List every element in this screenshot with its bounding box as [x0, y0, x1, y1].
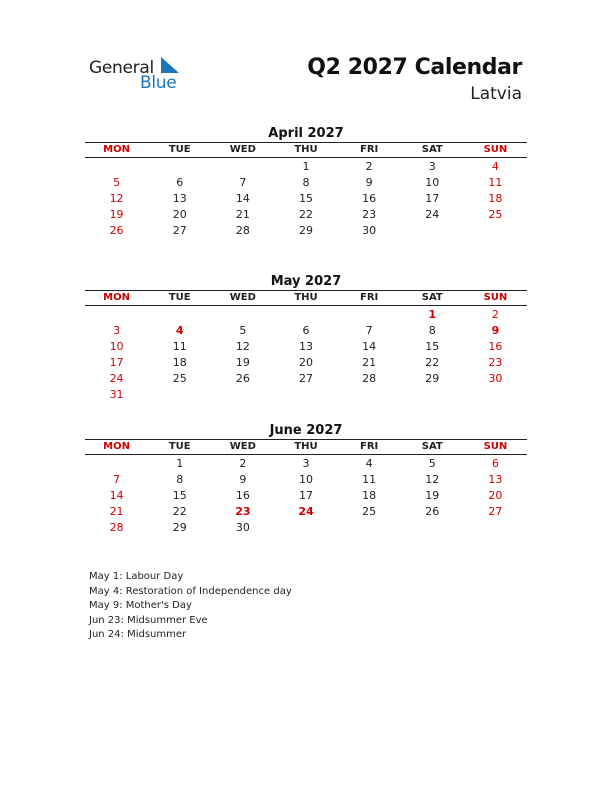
weekday-label: SUN [483, 292, 508, 303]
day-cell: 10 [425, 176, 440, 189]
page-title: Q2 2027 Calendar [307, 55, 522, 80]
day-cell: 3 [428, 160, 436, 173]
empty-day-cell [338, 520, 401, 536]
weekday-label: FRI [360, 441, 379, 452]
day-cell: 23 [362, 208, 377, 221]
weekday-label: THU [294, 292, 318, 303]
day-cell: 20 [488, 489, 503, 502]
day-cell: 11 [362, 473, 377, 486]
empty-day-cell [464, 520, 527, 536]
day-grid [85, 307, 527, 403]
day-cell: 16 [488, 340, 503, 353]
day-cell: 30 [488, 372, 503, 385]
empty-day-cell [338, 387, 401, 403]
day-cell: 22 [298, 208, 313, 221]
day-cell: 28 [109, 521, 124, 534]
day-cell: 25 [488, 208, 503, 221]
day-cell: 13 [488, 473, 503, 486]
month-block-april [85, 125, 527, 239]
header-bottom-rule [85, 305, 527, 306]
day-cell: 7 [365, 324, 373, 337]
empty-day-cell [85, 159, 148, 175]
day-cell: 18 [488, 192, 503, 205]
day-cell: 4 [491, 160, 499, 173]
day-cell: 23 [488, 356, 503, 369]
day-cell: 6 [491, 457, 499, 470]
empty-day-cell [401, 387, 464, 403]
day-cell: 2 [365, 160, 373, 173]
day-cell: 20 [298, 356, 313, 369]
weekday-label: WED [229, 441, 256, 452]
day-cell: 7 [239, 176, 247, 189]
day-cell: 19 [235, 356, 250, 369]
holiday-entry: Jun 24: Midsummer [89, 629, 187, 640]
day-cell: 19 [425, 489, 440, 502]
day-cell: 24 [109, 372, 124, 385]
day-cell: 2 [239, 457, 247, 470]
day-cell: 25 [172, 372, 187, 385]
day-cell: 22 [425, 356, 440, 369]
weekday-label: THU [294, 144, 318, 155]
day-cell: 30 [362, 224, 377, 237]
day-cell: 25 [362, 505, 377, 518]
weekday-label: TUE [168, 144, 191, 155]
day-cell: 26 [109, 224, 124, 237]
page-subtitle: Latvia [470, 84, 522, 104]
weekday-label: SUN [483, 144, 508, 155]
day-cell: 15 [298, 192, 313, 205]
day-cell: 6 [302, 324, 310, 337]
weekday-label: SAT [421, 144, 443, 155]
day-cell: 18 [362, 489, 377, 502]
weekday-label: SUN [483, 441, 508, 452]
day-cell: 17 [425, 192, 440, 205]
day-cell: 8 [428, 324, 436, 337]
day-cell: 1 [302, 160, 310, 173]
empty-day-cell [148, 307, 211, 323]
day-cell: 14 [109, 489, 124, 502]
weekday-header-row [85, 291, 527, 305]
day-cell: 12 [109, 192, 124, 205]
day-cell: 4 [365, 457, 373, 470]
logo-word-blue: Blue [140, 73, 177, 93]
month-block-june [85, 422, 527, 536]
day-cell: 11 [488, 176, 503, 189]
day-cell: 21 [362, 356, 377, 369]
day-cell: 3 [113, 324, 121, 337]
weekday-label: TUE [168, 441, 191, 452]
empty-day-cell [211, 307, 274, 323]
day-grid [85, 456, 527, 536]
holiday-list [89, 570, 292, 643]
day-cell: 14 [235, 192, 250, 205]
day-cell: 5 [113, 176, 121, 189]
day-cell: 29 [425, 372, 440, 385]
day-cell: 16 [362, 192, 377, 205]
empty-day-cell [401, 223, 464, 239]
day-cell: 9 [491, 324, 500, 337]
day-cell: 7 [113, 473, 121, 486]
holiday-entry: May 4: Restoration of Independence day [89, 585, 292, 597]
day-cell: 29 [298, 224, 313, 237]
month-block-may [85, 273, 527, 403]
weekday-label: FRI [360, 292, 379, 303]
day-cell: 9 [365, 176, 373, 189]
day-cell: 21 [235, 208, 250, 221]
empty-day-cell [85, 456, 148, 472]
day-cell: 23 [235, 505, 251, 518]
day-cell: 16 [235, 489, 250, 502]
day-cell: 8 [302, 176, 310, 189]
day-cell: 28 [362, 372, 377, 385]
day-cell: 18 [172, 356, 187, 369]
month-title: June 2027 [269, 423, 343, 438]
weekday-header-row [85, 440, 527, 454]
empty-day-cell [274, 307, 337, 323]
day-cell: 24 [425, 208, 440, 221]
logo-triangle-icon [161, 57, 179, 73]
weekday-label: MON [103, 292, 130, 303]
empty-day-cell [148, 387, 211, 403]
holiday-entry: Jun 23: Midsummer Eve [89, 614, 208, 626]
day-cell: 15 [172, 489, 187, 502]
day-cell: 5 [428, 457, 436, 470]
day-cell: 6 [176, 176, 184, 189]
empty-day-cell [211, 387, 274, 403]
day-cell: 29 [172, 521, 187, 534]
day-cell: 27 [298, 372, 313, 385]
day-cell: 17 [109, 356, 124, 369]
weekday-label: WED [229, 292, 256, 303]
day-cell: 19 [109, 208, 124, 221]
weekday-label: THU [294, 441, 318, 452]
day-grid [85, 159, 527, 239]
brand-logo [89, 55, 199, 95]
weekday-label: SAT [421, 441, 443, 452]
day-cell: 17 [298, 489, 313, 502]
month-title: May 2027 [270, 274, 342, 289]
day-cell: 24 [298, 505, 314, 518]
empty-day-cell [464, 387, 527, 403]
header-bottom-rule [85, 157, 527, 158]
holiday-entry: May 1: Labour Day [89, 571, 184, 582]
day-cell: 20 [172, 208, 187, 221]
weekday-header-row [85, 143, 527, 157]
empty-day-cell [211, 159, 274, 175]
day-cell: 30 [235, 521, 250, 534]
weekday-label: MON [103, 441, 130, 452]
day-cell: 13 [298, 340, 313, 353]
day-cell: 1 [428, 308, 437, 321]
day-cell: 12 [425, 473, 440, 486]
day-cell: 27 [488, 505, 503, 518]
day-cell: 26 [235, 372, 250, 385]
day-cell: 4 [175, 324, 184, 337]
empty-day-cell [464, 223, 527, 239]
holiday-entry: May 9: Mother's Day [89, 600, 192, 611]
day-cell: 1 [176, 457, 184, 470]
day-cell: 9 [239, 473, 247, 486]
day-cell: 12 [235, 340, 250, 353]
day-cell: 15 [425, 340, 440, 353]
empty-day-cell [274, 387, 337, 403]
day-cell: 10 [109, 340, 124, 353]
day-cell: 28 [235, 224, 250, 237]
day-cell: 26 [425, 505, 440, 518]
header-bottom-rule [85, 454, 527, 455]
month-title: April 2027 [268, 126, 344, 141]
day-cell: 11 [172, 340, 187, 353]
empty-day-cell [274, 520, 337, 536]
empty-day-cell [85, 307, 148, 323]
day-cell: 27 [172, 224, 187, 237]
day-cell: 5 [239, 324, 247, 337]
day-cell: 14 [362, 340, 377, 353]
day-cell: 22 [172, 505, 187, 518]
weekday-label: MON [103, 144, 130, 155]
day-cell: 21 [109, 505, 124, 518]
day-cell: 13 [172, 192, 187, 205]
day-cell: 8 [176, 473, 184, 486]
day-cell: 31 [109, 388, 124, 401]
weekday-label: FRI [360, 144, 379, 155]
day-cell: 2 [491, 308, 499, 321]
day-cell: 10 [298, 473, 313, 486]
day-cell: 3 [302, 457, 310, 470]
empty-day-cell [401, 520, 464, 536]
logo-word-general: General [89, 58, 154, 78]
weekday-label: WED [229, 144, 256, 155]
weekday-label: TUE [168, 292, 191, 303]
empty-day-cell [338, 307, 401, 323]
empty-day-cell [148, 159, 211, 175]
weekday-label: SAT [421, 292, 443, 303]
